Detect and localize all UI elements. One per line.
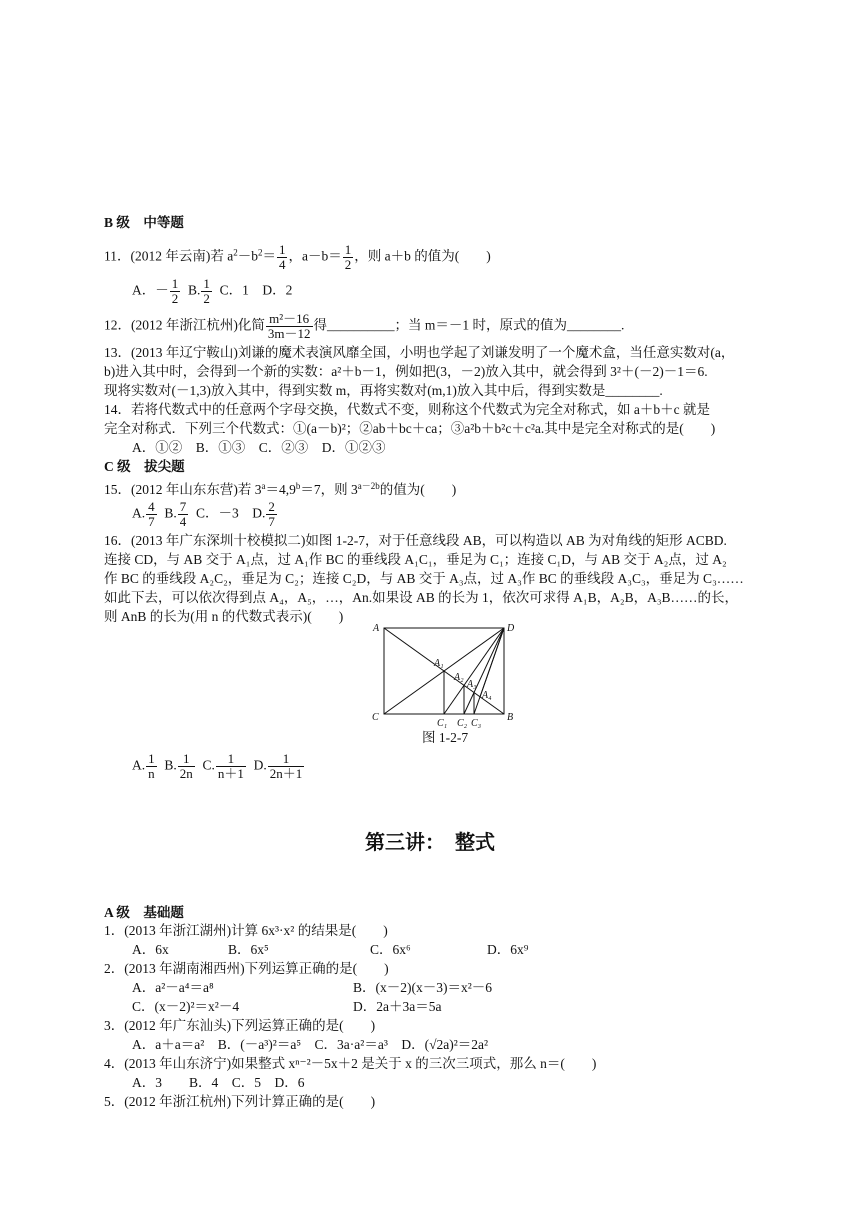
question-5: 5．(2012 年浙江杭州)下列计算正确的是( ) <box>104 1094 376 1109</box>
question-16-line3: 作 BC 的垂线段 A₂C₂，垂足为 C₂；连接 C₂D，与 AB 交于 A₃点，过 A₃作 BC 的垂线段 A₃C₃，垂足为 C₃…… <box>104 571 744 586</box>
label-a4: A₄ <box>482 690 492 701</box>
question-3: 3．(2012 年广东汕头)下列运算正确的是( ) <box>104 1018 376 1033</box>
fraction: $\frac{\text{m²－16}}{3m-12}$ <box>267 311 311 341</box>
label-a2: A₂ <box>454 672 464 683</box>
label-d: D <box>507 623 515 634</box>
label-a: A <box>373 623 380 634</box>
question-16-line4: 如此下去，可以依次得到点 A₄，A₅，…，An.如果设 AB 的长为 1，依次可求得 A₁B，A₂B，A₃B……的长， <box>104 590 739 605</box>
question-1-option-b: B．6x⁵ <box>228 942 269 957</box>
question-13-line3: 现将实数对(－1,3)放入其中，得到实数 m，再将实数对(m,1)放入其中后，得到实数是________. <box>104 383 663 398</box>
question-3-options: A．a＋a＝a² B．(－a³)²＝a⁵ C．3a·a²＝a³ D．(√2a)²＝2a² <box>132 1037 489 1052</box>
question-1-option-d: D．6x⁹ <box>487 942 529 957</box>
question-16-line1: 16．(2013 年广东深圳十校模拟二)如图 1-2-7，对于任意线段 AB，可以构造以 AB 为对角线的矩形 ACBD. <box>104 533 727 548</box>
question-4: 4．(2013 年山东济宁)如果整式 xⁿ⁻²－5x＋2 是关于 x 的三次三项式，那么 n＝( ) <box>104 1056 597 1071</box>
fraction: $\frac{1}{4}$ <box>278 242 286 272</box>
question-14-line1: 14．若将代数式中的任意两个字母交换，代数式不变，则称这个代数式为完全对称式，如 a＋b＋c 就是 <box>104 402 710 417</box>
question-2: 2．(2013 年湖南湘西州)下列运算正确的是( ) <box>104 961 389 976</box>
section-a-heading: A 级 基础题 <box>104 905 184 920</box>
label-c3: C₃ <box>471 718 482 729</box>
question-1-option-a: A．6x <box>132 942 169 957</box>
question-11-options: A．－ $\frac{1}{2}$ B. $\frac{1}{2}$ C．1 D．2 <box>132 276 293 306</box>
label-c: C <box>372 712 379 723</box>
section-b-heading: B 级 中等题 <box>104 215 184 230</box>
question-16-options: A. $\frac{1}{n}$ B. $\frac{1}{2n}$ C. $\frac{1}{n+1}$ D. $\frac{1}{2n+1}$ <box>132 751 303 781</box>
fraction: $\frac{1}{2}$ <box>344 242 352 272</box>
question-2-option-d: D．2a＋3a＝5a <box>353 999 442 1014</box>
question-1: 1．(2013 年浙江湖州)计算 6x³·x² 的结果是( ) <box>104 923 388 938</box>
question-2-option-a: A．a²－a⁴＝a⁸ <box>132 980 214 995</box>
label-c1: C₁ <box>437 718 448 729</box>
question-15-options: A. $\frac{4}{7}$ B. $\frac{7}{4}$ C．－3 D. $\frac{2}{7}$ <box>132 499 275 529</box>
label-b: B <box>507 712 514 723</box>
label-a1: A₁ <box>434 658 444 669</box>
question-13-line2: b)进入其中时，会得到一个新的实数：a²＋b－1，例如把(3，－2)放入其中，就会得到 3²＋(－2)－1＝6. <box>104 364 708 379</box>
question-4-options: A．3 B．4 C．5 D．6 <box>132 1075 305 1090</box>
question-1-option-c: C．6x⁶ <box>370 942 411 957</box>
question-14-line2: 完全对称式．下列三个代数式：①(a－b)²；②ab＋bc＋ca；③a²b＋b²c＋c²a.其中是完全对称式的是( ) <box>104 421 716 436</box>
lecture-title: 第三讲： 整式 <box>365 830 495 854</box>
question-2-option-c: C．(x－2)²＝x²－4 <box>132 999 240 1014</box>
geometry-figure <box>368 620 528 732</box>
question-14-options: A．①② B．①③ C．②③ D．①②③ <box>132 440 386 455</box>
question-11: 11．(2012 年云南)若 $a^2-b^2=$ $\frac{1}{4}$ ，a－b＝ $\frac{1}{2}$ ，则 a＋b 的值为( ) <box>104 242 491 272</box>
question-15: 15．(2012 年山东东营)若 $3^a=4,9^b=7$，则 $3^{a-2b}$的值为( ) <box>104 481 457 497</box>
question-12: 12．(2012 年浙江杭州)化简 $\frac{\text{m²－16}}{3m-12}$ 得__________；当 m＝－1 时，原式的值为________. <box>104 311 625 341</box>
question-16-line5: 则 AnB 的长为(用 n 的代数式表示)( ) <box>104 609 344 624</box>
figure-caption: 图 1-2-7 <box>422 730 469 745</box>
section-c-heading: C 级 拔尖题 <box>104 459 185 474</box>
question-16-line2: 连接 CD，与 AB 交于 A₁点，过 A₁作 BC 的垂线段 A₁C₁，垂足为 C₁；连接 C₁D，与 AB 交于 A₂点，过 A₂ <box>104 552 727 567</box>
question-13-line1: 13．(2013 年辽宁鞍山)刘谦的魔术表演风靡全国，小明也学起了刘谦发明了一个魔术盒，当任意实数对(a， <box>104 345 735 360</box>
question-2-option-b: B．(x－2)(x－3)＝x²－6 <box>353 980 493 995</box>
label-c2: C₂ <box>457 718 468 729</box>
label-a3: A₃ <box>467 679 477 690</box>
